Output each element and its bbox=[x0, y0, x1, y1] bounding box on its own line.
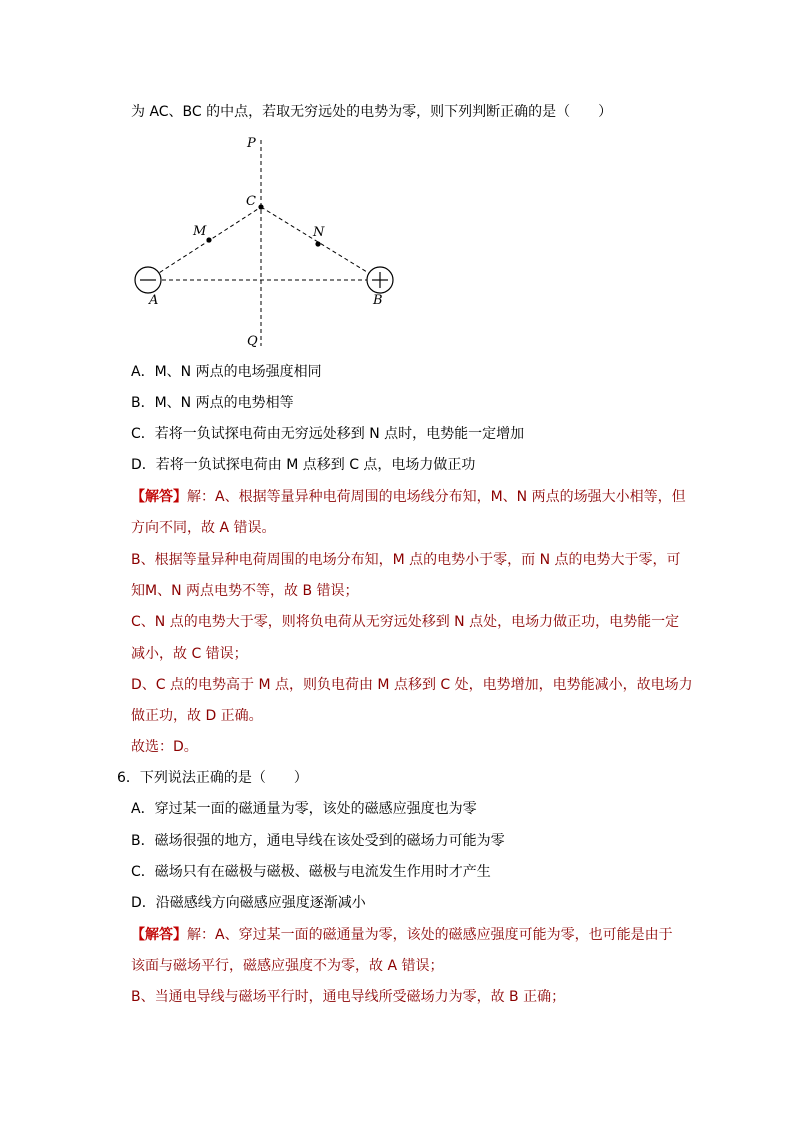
label-C: C bbox=[246, 194, 256, 209]
q6-option-c: C．磁场只有在磁极与磁极、磁极与电流发生作用时才产生 bbox=[131, 864, 491, 880]
q6-answer-line: B、当通电导线与磁场平行时，通电导线所受磁场力为零，故 B 正确； bbox=[131, 989, 566, 1005]
answer-text: 解：A、根据等量异种电荷周围的电场线分布知，M、N 两点的场强大小相等，但 bbox=[187, 489, 686, 505]
q6-stem: 6．下列说法正确的是（ ） bbox=[117, 770, 308, 786]
answer-text: 解：A、穿过某一面的磁通量为零，该处的磁感应强度可能为零，也可能是由于 bbox=[187, 927, 673, 943]
q6-answer-line bbox=[131, 926, 673, 944]
q5-option-a: A．M、N 两点的电场强度相同 bbox=[131, 364, 322, 380]
point-C bbox=[258, 204, 263, 209]
label-M: M bbox=[193, 224, 207, 239]
q6-option-a: A．穿过某一面的磁通量为零，该处的磁感应强度也为零 bbox=[131, 801, 477, 817]
q5-option-c: C．若将一负试探电荷由无穷远处移到 N 点时，电势能一定增加 bbox=[131, 426, 525, 442]
q6-option-b: B．磁场很强的地方，通电导线在该处受到的磁场力可能为零 bbox=[131, 833, 505, 849]
q5-answer-line: B、根据等量异种电荷周围的电场分布知，M 点的电势小于零，而 N 点的电势大于零，可 bbox=[131, 552, 681, 568]
q5-answer-line: 减小，故 C 错误； bbox=[131, 646, 248, 662]
q5-answer-line: 做正功，故 D 正确。 bbox=[131, 708, 263, 724]
label-A: A bbox=[149, 293, 159, 308]
label-N: N bbox=[313, 225, 325, 240]
q5-answer-line: 故选：D。 bbox=[131, 739, 198, 755]
q5-answer-line bbox=[131, 488, 686, 506]
point-M bbox=[206, 237, 211, 242]
answer-tag: 【解答】 bbox=[131, 489, 187, 505]
q5-answer-line: 知M、N 两点电势不等，故 B 错误； bbox=[131, 583, 359, 599]
q5-answer-line: C、N 点的电势大于零，则将负电荷从无穷远处移到 N 点处，电场力做正功，电势能一定 bbox=[131, 614, 680, 630]
q5-answer-line: 方向不同，故 A 错误。 bbox=[131, 520, 276, 536]
q5-answer-line: D、C 点的电势高于 M 点，则负电荷由 M 点移到 C 处，电势增加，电势能减小，故电场力 bbox=[131, 677, 693, 693]
q5-option-b: B．M、N 两点的电势相等 bbox=[131, 395, 294, 411]
q6-option-d: D．沿磁感线方向磁感应强度逐渐减小 bbox=[131, 895, 366, 911]
label-Q: Q bbox=[247, 334, 258, 349]
q5-option-d: D．若将一负试探电荷由 M 点移到 C 点，电场力做正功 bbox=[131, 457, 476, 473]
line-AC bbox=[148, 207, 261, 280]
label-P: P bbox=[247, 136, 256, 151]
point-N bbox=[315, 241, 320, 246]
charge-diagram bbox=[120, 128, 420, 353]
label-B: B bbox=[373, 293, 383, 308]
answer-tag: 【解答】 bbox=[131, 927, 187, 943]
intro-line: 为 AC、BC 的中点，若取无穷远处的电势为零，则下列判断正确的是（ ） bbox=[131, 104, 613, 120]
q6-answer-line: 该面与磁场平行，磁感应强度不为零，故 A 错误； bbox=[131, 958, 444, 974]
